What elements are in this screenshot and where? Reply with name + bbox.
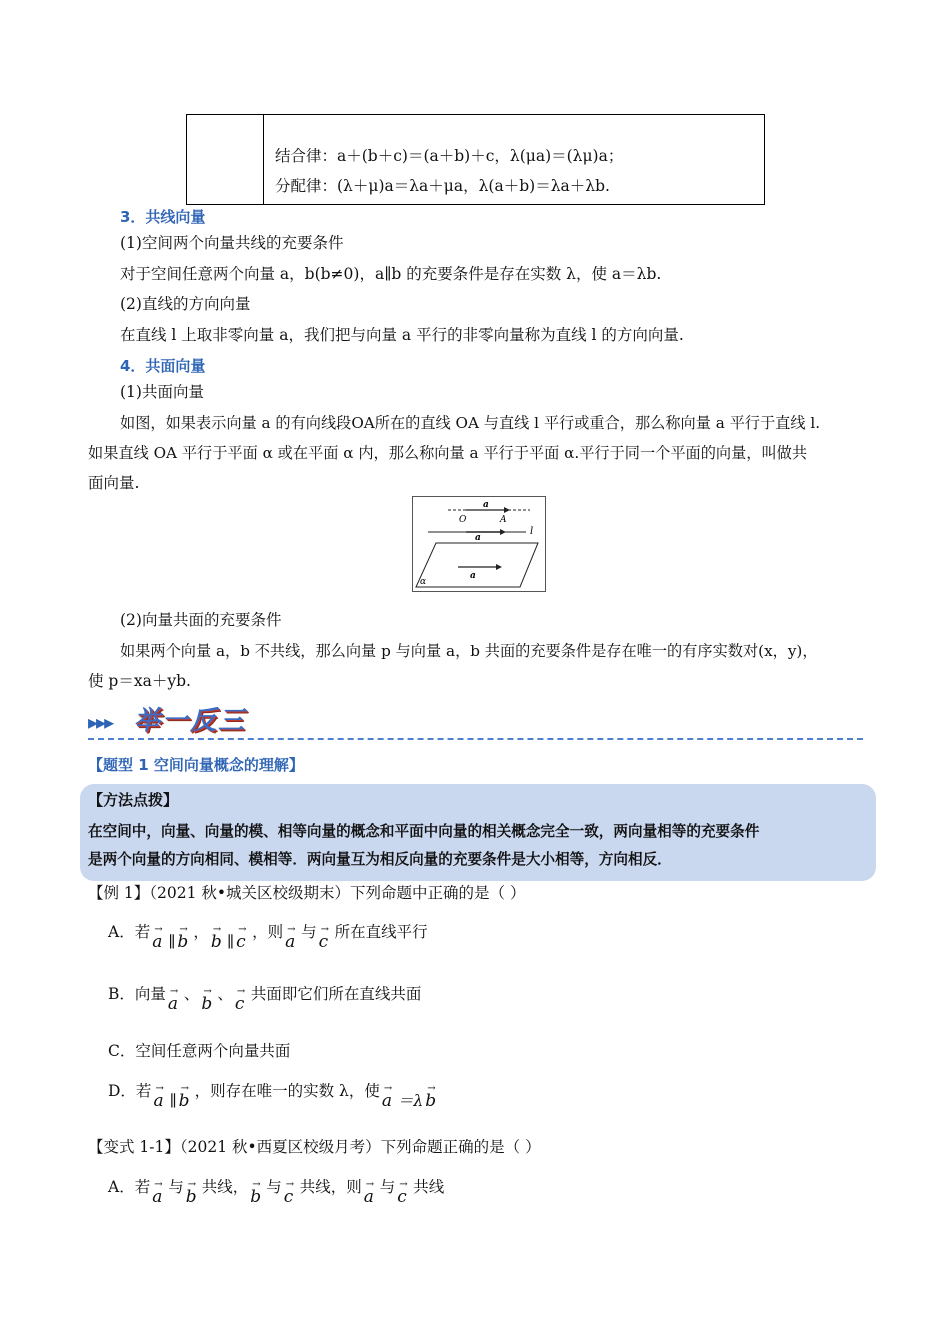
vec-b: → b	[250, 1179, 262, 1207]
vec-a: → a	[152, 1179, 163, 1207]
vec-b: → b	[210, 924, 222, 952]
fig-label-O: O	[459, 515, 467, 525]
ex1-option-c[interactable]: C．空间任意两个向量共面	[108, 1042, 291, 1060]
vec-c: → c	[318, 924, 329, 952]
sec4-sub2: (2)向量共面的充要条件	[120, 611, 282, 629]
vec-c: → c	[236, 924, 247, 952]
sec4-sub1: (1)共面向量	[120, 383, 204, 401]
var1-option-a[interactable]: A．若 → a 与 → b 共线， → b 与 → c 共线，则 → a 与 → c 共线	[108, 1178, 445, 1207]
vector-in-plane-arrowhead	[496, 564, 502, 570]
sec3-sub1: (1)空间两个向量共线的充要条件	[120, 234, 344, 252]
fig-label-A: A	[500, 515, 507, 525]
vec-a: → a	[167, 986, 179, 1014]
fig-label-a-line: a	[475, 533, 481, 543]
associative-law: 结合律：a＋(b＋c)＝(a＋b)＋c，λ(μa)＝(λμ)a；	[275, 147, 624, 165]
method-title: 【方法点拨】	[88, 791, 179, 809]
sec3-p2: 在直线 l 上取非零向量 a，我们把与向量 a 平行的非零向量称为直线 l 的方向向量.	[120, 326, 684, 344]
method-line2: 是两个向量的方向相同、模相等．两向量互为相反向量的充要条件是大小相等，方向相反．	[88, 851, 672, 868]
figure-frame	[413, 497, 546, 592]
vec-b: → b	[201, 986, 213, 1014]
vec-b: → b	[425, 1083, 437, 1111]
coplanar-figure	[412, 496, 546, 592]
section-3-title: 3．共线向量	[120, 208, 206, 226]
ex1-stem: 【例 1】（2021 秋•城关区校级期末）下列命题中正确的是（ ）	[88, 884, 526, 902]
vec-c: → c	[283, 1179, 295, 1207]
vec-a: → a	[152, 924, 163, 952]
sec4-p1a: 如图，如果表示向量 a 的有向线段OA所在的直线 OA 与直线 l 平行或重合，那么称向量 a 平行于直线 l.	[120, 414, 821, 432]
distributive-law: 分配律：(λ＋μ)a＝λa＋μa，λ(a＋b)＝λa＋λb.	[275, 177, 610, 195]
fig-label-alpha: α	[420, 577, 427, 587]
banner-chevrons: ▸▸▸	[88, 710, 113, 734]
vec-a: → a	[153, 1083, 164, 1111]
sec3-sub2: (2)直线的方向向量	[120, 295, 251, 313]
var1-stem: 【变式 1-1】（2021 秋•西夏区校级月考）下列命题正确的是（ ）	[88, 1138, 541, 1156]
method-box	[80, 784, 876, 881]
vector-oa-arrowhead	[504, 507, 510, 513]
plane-alpha	[416, 543, 538, 587]
vector-on-l-arrowhead	[500, 529, 506, 535]
sec4-p2b: 使 p＝xa＋yb.	[88, 672, 191, 690]
sec4-p2a: 如果两个向量 a，b 不共线，那么向量 p 与向量 a，b 共面的充要条件是存在唯一的有序实数对(x，y)，	[120, 642, 818, 660]
ex1-option-d[interactable]: D．若 → a ∥ → b ，则存在唯一的实数 λ，使 → a ＝λ → b	[108, 1080, 441, 1120]
ex1-option-b[interactable]: B．向量 → a 、 → b 、 → c 共面即它们所在直线共面	[108, 985, 422, 1014]
law-table	[186, 114, 765, 205]
vec-b: → b	[178, 1083, 190, 1111]
sec4-p1c: 面向量.	[88, 474, 140, 492]
vec-a: → a	[363, 1179, 375, 1207]
vec-a: → a	[285, 924, 296, 952]
sec3-p1: 对于空间任意两个向量 a，b(b≠0)，a∥b 的充要条件是存在实数 λ，使 a＝λb.	[120, 265, 662, 283]
ex1-option-a[interactable]: A．若 → a ∥ → b ， → b ∥ → c ，则 → a 与 → c 所在直线平行	[108, 923, 428, 952]
vec-b: → b	[185, 1179, 197, 1207]
vec-c: → c	[234, 986, 246, 1014]
fig-label-l: l	[530, 526, 534, 537]
method-line1: 在空间中，向量、向量的模、相等向量的概念和平面中向量的相关概念完全一致，两向量相等的充要条件	[88, 823, 760, 840]
table-divider	[263, 115, 264, 204]
section-4-title: 4．共面向量	[120, 357, 206, 375]
banner-divider	[88, 738, 863, 740]
vec-b: → b	[177, 924, 189, 952]
sec4-p1b: 如果直线 OA 平行于平面 α 或在平面 α 内，那么称向量 a 平行于平面 α.平行于同一个平面的向量，叫做共	[88, 444, 808, 462]
vec-a: → a	[381, 1083, 393, 1111]
vec-c: → c	[397, 1179, 408, 1207]
type1-title: 【题型 1 空间向量概念的理解】	[88, 756, 304, 774]
banner-title: 举一反三	[134, 706, 247, 736]
fig-label-a-plane: a	[470, 571, 476, 581]
fig-label-a-top: a	[483, 500, 489, 510]
